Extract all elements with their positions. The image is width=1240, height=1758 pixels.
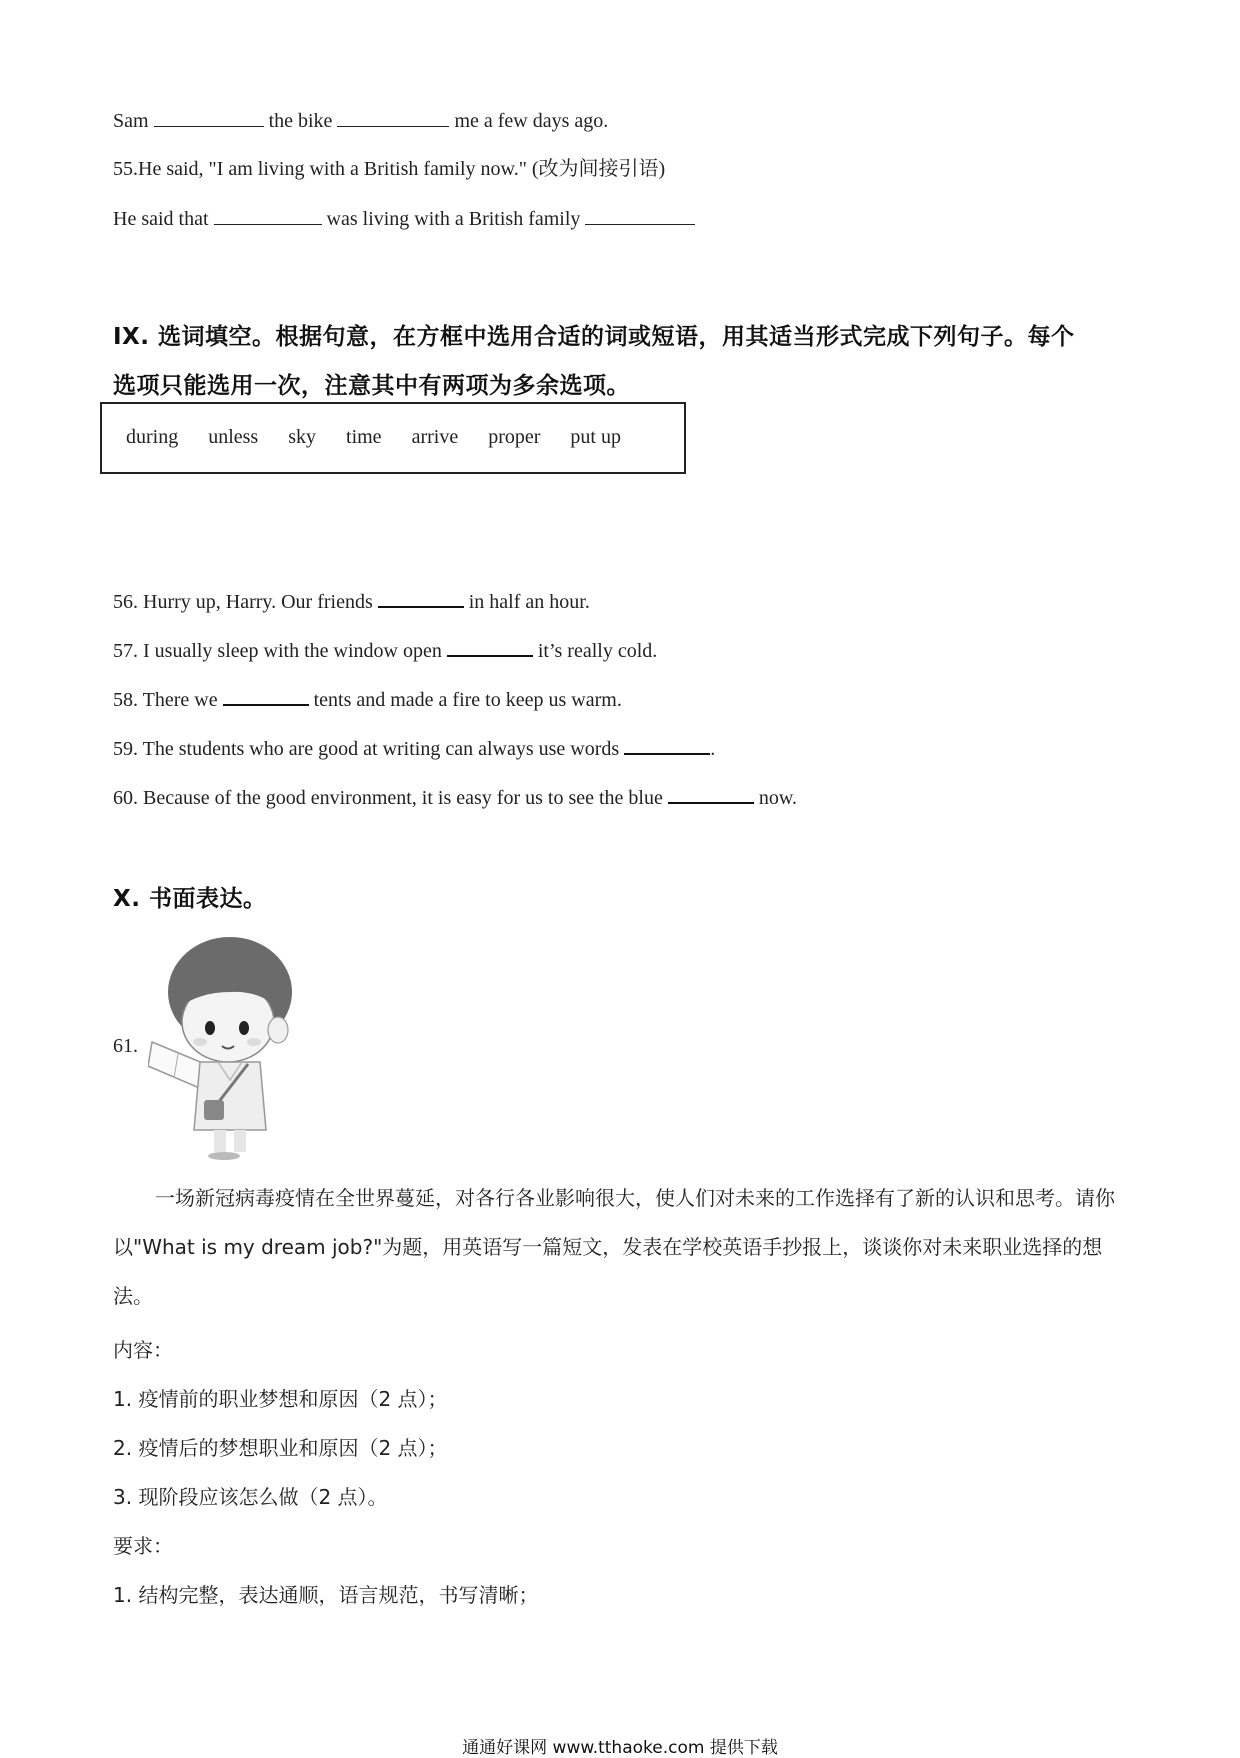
question-57-before: 57. I usually sleep with the window open bbox=[113, 640, 442, 662]
question-59-before: 59. The students who are good at writing can always use words bbox=[113, 738, 620, 760]
question-56-after: in half an hour. bbox=[468, 591, 590, 613]
question-60 bbox=[113, 784, 797, 810]
question-61-number: 61. bbox=[113, 1035, 138, 1057]
q55-answer-line bbox=[113, 206, 695, 231]
page-footer: 通通好课网 www.tthaoke.com 提供下载 bbox=[462, 1738, 778, 1758]
word-option: unless bbox=[208, 426, 259, 448]
word-list bbox=[126, 426, 646, 449]
question-58-before: 58. There we bbox=[113, 689, 218, 711]
requirements-label: 要求： bbox=[113, 1534, 173, 1558]
question-58-after: tents and made a fire to keep us warm. bbox=[313, 689, 622, 711]
question-56 bbox=[113, 588, 590, 614]
word-option: put up bbox=[570, 426, 621, 448]
word-option: arrive bbox=[411, 426, 459, 448]
question-58 bbox=[113, 686, 622, 712]
q54-blank-1[interactable] bbox=[154, 108, 264, 127]
q54-text-1: Sam bbox=[113, 110, 149, 132]
q54-blank-2[interactable] bbox=[337, 108, 449, 127]
question-56-before: 56. Hurry up, Harry. Our friends bbox=[113, 591, 373, 613]
question-60-before: 60. Because of the good environment, it is easy for us to see the blue bbox=[113, 787, 663, 809]
question-56-blank[interactable] bbox=[378, 588, 464, 608]
question-59 bbox=[113, 735, 715, 761]
child-reading-illustration bbox=[148, 930, 323, 1162]
writing-prompt-paragraph: 一场新冠病毒疫情在全世界蔓延，对各行各业影响很大，使人们对未来的工作选择有了新的认识和思考。请你以"What is my dream job?"为题，用英语写一篇短文，发表在学校英语手抄报上，谈谈你对未来职业选择的想法。 bbox=[113, 1186, 1115, 1308]
word-option: proper bbox=[488, 426, 541, 448]
q55-blank-2[interactable] bbox=[585, 206, 695, 225]
content-item-3: 3. 现阶段应该怎么做（2 点）。 bbox=[113, 1485, 388, 1509]
section9-heading-line2: 选项只能选用一次，注意其中有两项为多余选项。 bbox=[113, 373, 630, 399]
q55-text-1: He said that bbox=[113, 208, 209, 230]
word-box bbox=[100, 402, 686, 474]
q54-text-3: me a few days ago. bbox=[454, 110, 609, 132]
word-option: sky bbox=[288, 426, 317, 448]
q54-answer-line bbox=[113, 108, 608, 133]
requirement-item-1: 1. 结构完整，表达通顺，语言规范，书写清晰； bbox=[113, 1583, 539, 1607]
content-label: 内容： bbox=[113, 1338, 173, 1362]
q54-text-2: the bike bbox=[268, 110, 333, 132]
q55-prompt: 55.He said, "I am living with a British family now." (改为间接引语) bbox=[113, 158, 666, 180]
question-60-blank[interactable] bbox=[668, 784, 754, 804]
section9-heading-line1: IX. 选词填空。根据句意，在方框中选用合适的词或短语，用其适当形式完成下列句子。每个 bbox=[113, 324, 1075, 350]
question-58-blank[interactable] bbox=[223, 686, 309, 706]
content-item-2: 2. 疫情后的梦想职业和原因（2 点）； bbox=[113, 1436, 448, 1460]
question-60-after: now. bbox=[758, 787, 798, 809]
section10-heading: X. 书面表达。 bbox=[113, 886, 267, 912]
word-option: time bbox=[346, 426, 382, 448]
word-option: during bbox=[126, 426, 179, 448]
question-57-blank[interactable] bbox=[447, 637, 533, 657]
question-57-after: it’s really cold. bbox=[537, 640, 658, 662]
q55-blank-1[interactable] bbox=[214, 206, 322, 225]
question-57 bbox=[113, 637, 657, 663]
content-item-1: 1. 疫情前的职业梦想和原因（2 点）； bbox=[113, 1387, 448, 1411]
question-59-blank[interactable] bbox=[624, 735, 710, 755]
q55-text-2: was living with a British family bbox=[326, 208, 581, 230]
question-59-after: . bbox=[710, 738, 716, 760]
